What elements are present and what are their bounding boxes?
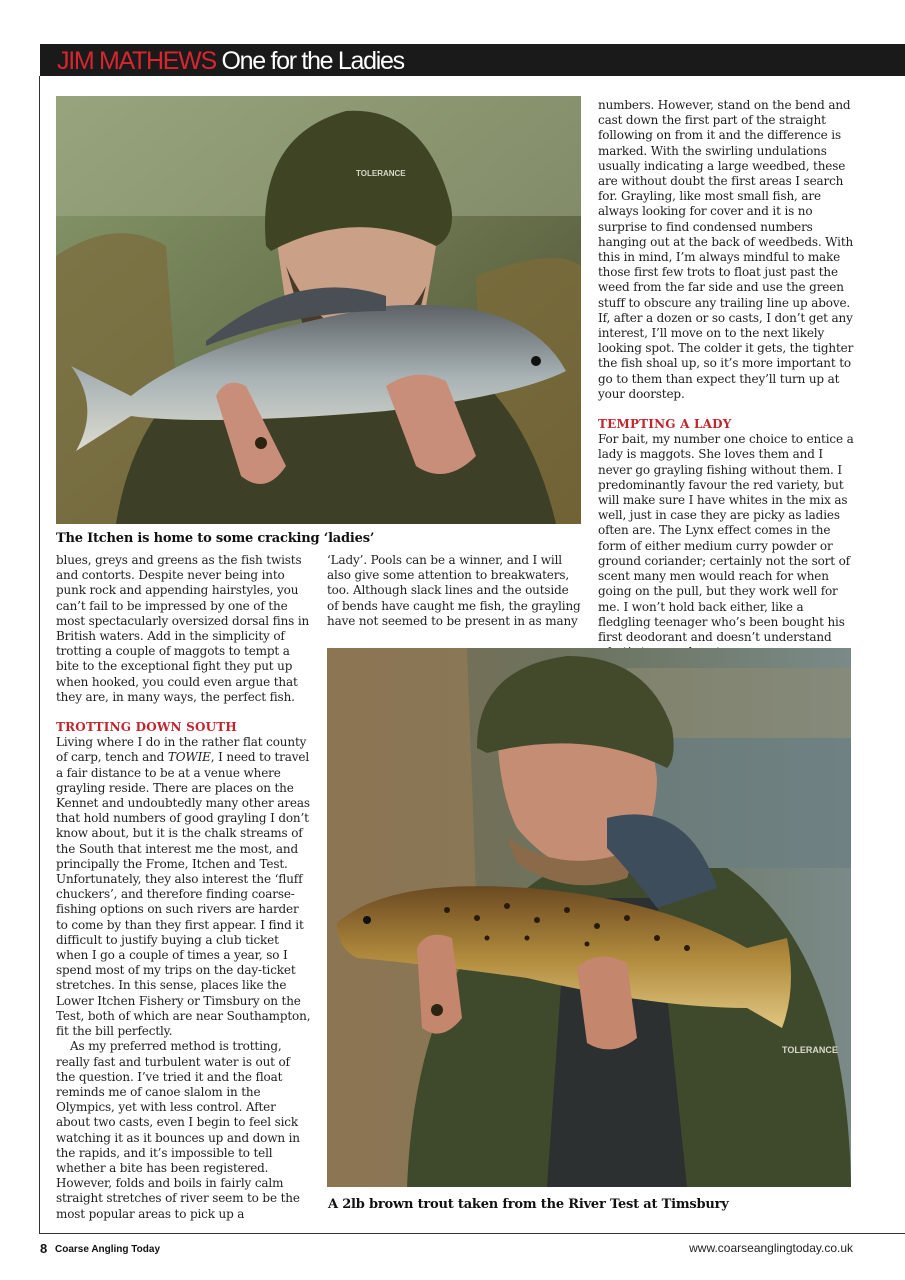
paragraph: ‘Lady’. Pools can be a winner, and I will also give some attention to breakwaters, too. Although slack lines and the outside of bends have caught me fish, the grayling have not seemed to be present in as many bbox=[327, 553, 581, 628]
jacket-logo-text: TOLERANCE bbox=[782, 1045, 838, 1055]
page-number: 8 bbox=[40, 1241, 48, 1256]
magazine-name: Coarse Angling Today bbox=[55, 1244, 161, 1255]
left-rule bbox=[39, 76, 40, 1234]
paragraph: For bait, my number one choice to entice a lady is maggots. She loves them and I never go grayling fishing without them. I predominantly favour the red variety, but will make sure I have whites in the mix as well, just in case they are picky as ladies often are. The Lynx effect comes in the form of either medium curry powder or ground coriander; certainly not the sort of scent many men would reach for when going on the pull, but they work well for me. I won’t hold back either, like a fledgling teenager who’s been bought his first deodorant and doesn’t understand bbox=[598, 432, 854, 644]
section-heading-trotting: TROTTING DOWN SOUTH bbox=[56, 720, 237, 735]
hat-logo-text: TOLERANCE bbox=[356, 169, 406, 178]
brown-trout-photo-caption: A 2lb brown trout taken from the River Test at Timsbury bbox=[328, 1197, 729, 1212]
article-column-3 bbox=[598, 98, 856, 660]
grayling-photo bbox=[56, 96, 581, 524]
article-title: One for the Ladies bbox=[221, 47, 404, 75]
page-title bbox=[57, 46, 404, 76]
paragraph: numbers. However, stand on the bend and cast down the first part of the straight following on from it and the difference is marked. With the swirling undulations usually indicating a large weedbed, these are without doubt the first areas I search for. Grayling, like most small fish, are always looking for cover and it is no surprise to find condensed numbers hanging out at the back of weedbeds. With this in mind, I’m always mindful to make those first few trots to float just past the weed from the far side and use the green stuff to obscure any trailing line up above. If, after a dozen or so casts, I don’t get any interest, I’ll move on to the next likely looking spot. The colder it gets, the tighter the fish shoal up, so it’s more important to go to them than expect they’ll turn up at your doorstep. bbox=[598, 98, 854, 401]
article-column-1 bbox=[56, 553, 312, 1222]
paragraph: As my preferred method is trotting, really fast and turbulent water is out of the question. I’ve tried it and the float reminds me of canoe slalom in the Olympics, yet with less control. After about two casts, even I begin to feel sick watching it as it bounces up and down in the rapids, and it’s impossible to tell whether a bite has been registered. However, folds and boils in fairly calm straight stretches of river seem to be the most popular areas to pick up a bbox=[56, 1039, 300, 1221]
author-name: JIM MATHEWS bbox=[57, 47, 216, 75]
brown-trout-photo bbox=[327, 648, 851, 1187]
paragraph: blues, greys and greens as the fish twists and contorts. Despite never being into punk rock and appending hairstyles, you can’t fail to be impressed by one of the most spectacularly oversized dorsal fins in British waters. Add in the simplicity of trotting a couple of maggots to tempt a bite to the exceptional fight they put up when hooked, you could even argue that they are, in many ways, the perfect fish. bbox=[56, 553, 310, 704]
article-column-2 bbox=[327, 553, 583, 629]
grayling-photo-caption: The Itchen is home to some cracking ‘ladies’ bbox=[56, 531, 375, 546]
paragraph: Living where I do in the rather flat county of carp, tench and TOWIE, I need to travel a fair distance to be at a venue where grayling reside. There are places on the Kennet and undoubtedly many other areas that hold numbers of good grayling I don’t know about, but it is the chalk streams of the South that interest me the most, and principally the Frome, Itchen and Test. Unfortunately, they also interest the ‘fluff chuckers’, and therefore finding coarse-fishing options on such rivers are harder to come by than they first appear. I find it difficult to justify buying a club ticket when I go a couple of times a year, so I spend most of my trips on the day-ticket stretches. In this sense, places like the Lower Itchen Fishery or Timsbury on the Test, both of which are near Southampton, fit the bill perfectly. bbox=[56, 735, 311, 1039]
section-heading-tempting: TEMPTING A LADY bbox=[598, 417, 732, 432]
footer-rule bbox=[39, 1233, 905, 1234]
website-link[interactable]: www.coarseanglingtoday.co.uk bbox=[689, 1241, 853, 1255]
